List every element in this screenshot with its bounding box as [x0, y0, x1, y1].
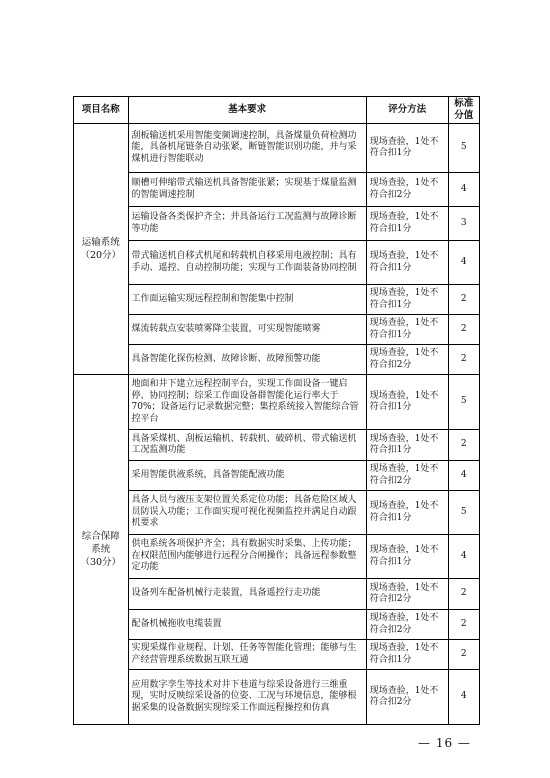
scoring-method-cell: 现场查验，1处不符合扣2分: [366, 610, 448, 640]
scoring-method-cell: 现场查验，1处不符合扣2分: [366, 670, 448, 725]
score-cell: 4: [448, 241, 479, 285]
score-cell: 4: [448, 461, 479, 491]
table-row: [74, 124, 480, 173]
table-row: [74, 207, 480, 241]
requirement-cell: 煤流转载点安装喷雾降尘装置，可实现智能喷雾: [128, 315, 366, 345]
page-number: — 16 —: [418, 736, 471, 750]
table-body: [74, 124, 480, 725]
requirement-cell: 应用数字孪生等技术对井下巷道与综采设备进行三维重现，实时反映综采设备的位姿、工况与环境信息，能够根据采集的设备数据实现综采工作面远程操控和仿真: [128, 670, 366, 725]
table-row: [74, 315, 480, 345]
score-cell: 3: [448, 207, 479, 241]
section-name: 运输系统 （20分）: [74, 124, 129, 375]
requirement-cell: 配备机械拖收电缆装置: [128, 610, 366, 640]
table-row: [74, 640, 480, 670]
scoring-method-cell: 现场查验，1处不符合扣1分: [366, 315, 448, 345]
scoring-method-cell: 现场查验，1处不符合扣1分: [366, 285, 448, 315]
score-cell: 2: [448, 285, 479, 315]
score-cell: 2: [448, 640, 479, 670]
scoring-method-cell: 现场查验，1处不符合扣1分: [366, 375, 448, 430]
table-header: [74, 97, 480, 124]
score-cell: 2: [448, 430, 479, 461]
score-cell: 2: [448, 579, 479, 610]
table-row: [74, 285, 480, 315]
score-cell: 5: [448, 124, 479, 173]
scoring-method-cell: 现场查验，1处不符合扣1分: [366, 124, 448, 173]
header-scoring-method: 评分方法: [366, 97, 448, 124]
table-row: [74, 579, 480, 610]
score-cell: 4: [448, 670, 479, 725]
requirement-cell: 设备列车配备机械行走装置，具备遥控行走功能: [128, 579, 366, 610]
table-row: [74, 610, 480, 640]
requirement-cell: 实现采煤作业规程、计划、任务等智能化管理；能够与生产经营管理系统数据互联互通: [128, 640, 366, 670]
scoring-method-cell: 现场查验，1处不符合扣2分: [366, 345, 448, 375]
scoring-method-cell: 现场查验，1处不符合扣2分: [366, 461, 448, 491]
scoring-method-cell: 现场查验，1处不符合扣2分: [366, 173, 448, 207]
requirement-cell: 采用智能供液系统，具备智能配液功能: [128, 461, 366, 491]
table-row: [74, 345, 480, 375]
score-cell: 2: [448, 345, 479, 375]
table-row: [74, 241, 480, 285]
scoring-method-cell: 现场查验，1处不符合扣1分: [366, 640, 448, 670]
table-row: [74, 461, 480, 491]
table-row: [74, 491, 480, 535]
requirement-cell: 带式输送机自移式机尾和转载机自移采用电液控制；具有手动、遥控、自动控制功能；实现与工作面装备协同控制: [128, 241, 366, 285]
requirement-cell: 供电系统各项保护齐全；具有数据实时采集、上传功能；在权限范围内能够进行远程分合闸操作；具备远程参数整定功能: [128, 535, 366, 579]
score-cell: 4: [448, 535, 479, 579]
requirement-cell: 刮板输送机采用智能变频调速控制，具备煤量负荷检测功能，具备机尾链条自动张紧，断链智能识别功能，并与采煤机进行智能联动: [128, 124, 366, 173]
header-basic-requirements: 基本要求: [128, 97, 366, 124]
requirement-cell: 具备智能化探伤检测、故障诊断、故障预警功能: [128, 345, 366, 375]
score-cell: 2: [448, 610, 479, 640]
header-row: [74, 97, 480, 124]
header-standard-score: 标准 分值: [448, 97, 479, 124]
section-name: 综合保障 系统 （30分）: [74, 375, 129, 725]
table-row: [74, 173, 480, 207]
scoring-method-cell: 现场查验，1处不符合扣1分: [366, 535, 448, 579]
scoring-method-cell: 现场查验，1处不符合扣1分: [366, 207, 448, 241]
table-row: [74, 430, 480, 461]
score-cell: 5: [448, 375, 479, 430]
requirement-cell: 工作面运输实现远程控制和智能集中控制: [128, 285, 366, 315]
scoring-method-cell: 现场查验，1处不符合扣2分: [366, 579, 448, 610]
score-cell: 4: [448, 173, 479, 207]
requirement-cell: 具备人员与液压支架位置关系定位功能；具备危险区域人员防误入功能；工作面实现可视化视频监控并满足自动跟机要求: [128, 491, 366, 535]
score-cell: 5: [448, 491, 479, 535]
table-row: [74, 535, 480, 579]
score-cell: 2: [448, 315, 479, 345]
table-row: [74, 375, 480, 430]
scoring-table: [73, 96, 480, 725]
header-project-name: 项目名称: [74, 97, 129, 124]
requirement-cell: 具备采煤机、刮板运输机、转载机、破碎机、带式输送机工况监测功能: [128, 430, 366, 461]
requirement-cell: 运输设备各类保护齐全；并具备运行工况监测与故障诊断等功能: [128, 207, 366, 241]
scoring-method-cell: 现场查验，1处不符合扣1分: [366, 491, 448, 535]
scoring-method-cell: 现场查验，1处不符合扣1分: [366, 430, 448, 461]
requirement-cell: 顺槽可伸缩带式输送机具备智能张紧；实现基于煤量监测的智能调速控制: [128, 173, 366, 207]
table-row: [74, 670, 480, 725]
scoring-method-cell: 现场查验，1处不符合扣1分: [366, 241, 448, 285]
requirement-cell: 地面和井下建立远程控制平台，实现工作面设备一键启停、协同控制；综采工作面设备群智能化运行率大于70%；设备运行记录数据完整；集控系统接入智能综合管控平台: [128, 375, 366, 430]
